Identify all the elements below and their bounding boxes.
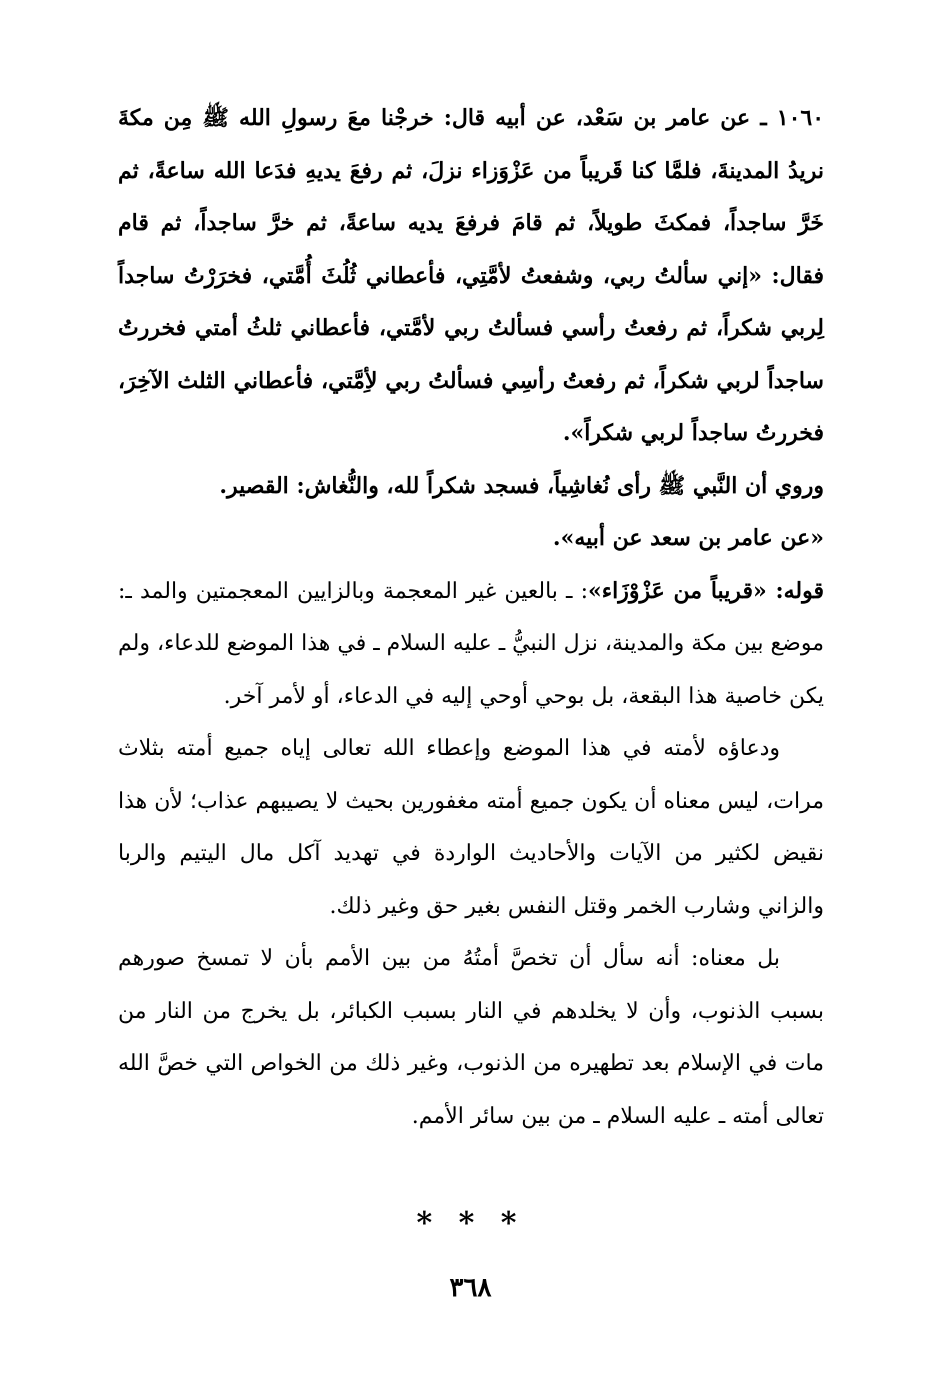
commentary-paragraph-3: بل معناه: أنه سأل أن تخصَّ أمتُهُ من بين الأمم بأن لا تمسخ صورهم بسبب الذنوب، وأن لا يخلدهم في النار بسبب الكبائر، بل يخرج من النار من مات في الإسلام بعد تطهيره من الذنوب، وغير ذلك من الخواص التي خصَّ الله تعالى أمته ـ عليه السلام ـ من بين سائر الأمم.	[118, 946, 824, 1129]
narration-text: وروي أن النَّبي ﷺ رأى نُغاشِياً، فسجد شكراً لله، والنُّغاش: القصير.	[219, 472, 824, 499]
section-heading: «عن عامر بن سعد عن أبيه».	[552, 525, 824, 551]
page-number: ٣٦٨	[449, 1273, 492, 1303]
section-separator: * * *	[416, 1206, 525, 1241]
commentary-paragraph-1-rest: : ـ بالعين غير المعجمة وبالزايين المعجمتين والمد ـ: موضع بين مكة والمدينة، نزل النبيُّ ـ عليه السلام ـ في هذا الموضع للدعاء، ولم يكن خاصية هذا البقعة، بل بوحي أوحي إليه في الدعاء، أو لأمر آخر.	[118, 578, 824, 709]
page-body	[118, 92, 824, 1143]
hadith-text: ١٠٦٠ ـ عن عامر بن سَعْد، عن أبيه قال: خرجْنا معَ رسولِ الله ﷺ مِن مكةَ نريدُ المدينةَ، فلمَّا كنا قَريباً من عَزْوَزاء نزلَ، ثم رفعَ يديهِ فدَعا الله ساعةً، ثم خَرَّ ساجداً، فمكثَ طويلاً، ثم قامَ فرفعَ يديه ساعةً، ثم خرَّ ساجداً، ثم قام فقال: «إني سألتُ ربي، وشفعتُ لأمَّتِي، فأعطاني ثُلُثَ أُمَّتي، فخرَرْتُ ساجداً لِربي شكراً، ثم رفعتُ رأسي فسألتُ ربي لأمَّتي، فأعطاني ثلثُ أمتي فخررتُ ساجداً لربي شكراً، ثم رفعتُ رأسِي فسألتُ ربي لأِمَّتي، فأعطاني الثلث الآخِرَ، فخررتُ ساجداً لربي شكراً».	[118, 105, 825, 446]
commentary-quote: قوله: «قريباً من عَزْوْزَاء»	[588, 577, 824, 604]
commentary-paragraph-1	[118, 565, 824, 724]
commentary-paragraph-2: ودعاؤه لأمته في هذا الموضع وإعطاء الله تعالى إياه جميع أمته بثلاث مرات، ليس معناه أن يكون جميع أمته مغفورين بحيث لا يصيبهم عذاب؛ لأن هذا نقيض لكثير من الآيات والأحاديث الواردة في تهديد آكل مال اليتيم والربا والزاني وشارب الخمر وقتل النفس بغير حق وغير ذلك.	[118, 736, 824, 919]
